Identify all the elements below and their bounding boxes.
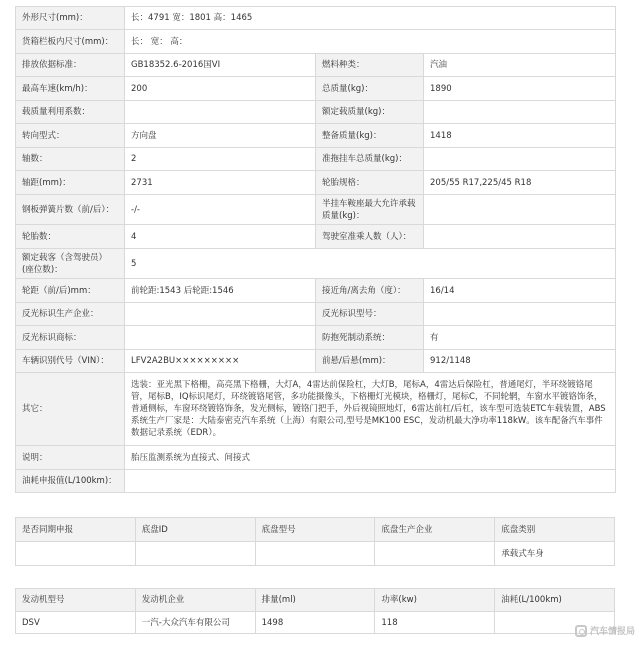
chassis-data-cell <box>16 542 136 566</box>
engine-header-cell: 油耗(L/100km) <box>495 589 615 612</box>
spec-row-track <box>16 279 616 303</box>
load-utilization-label: 载质量利用系数： <box>16 101 125 124</box>
reflector-brand-label: 反光标识商标： <box>16 326 125 350</box>
spec-row-reflector-brand <box>16 326 616 350</box>
spec-row-other <box>16 373 616 446</box>
fuel-consumption-value <box>125 470 616 493</box>
wheelbase-label: 轴距(mm)： <box>16 171 125 195</box>
approach-departure-label: 接近角/离去角（度）： <box>316 279 424 303</box>
spec-row-steering <box>16 124 616 148</box>
chassis-table <box>15 517 615 566</box>
engine-header-cell: 排量(ml) <box>255 589 375 612</box>
max-speed-label: 最高车速(km/h)： <box>16 77 125 101</box>
axles-value: 2 <box>125 148 316 171</box>
passengers-label: 额定载客（含驾驶员）(座位数)： <box>16 249 125 279</box>
spec-row-wheelbase <box>16 171 616 195</box>
fuel-consumption-label: 油耗申报值(L/100km)： <box>16 470 125 493</box>
reflector-model-value <box>424 303 616 326</box>
load-utilization-value <box>125 101 316 124</box>
vin-label: 车辆识别代号（VIN）： <box>16 350 125 373</box>
approach-departure-value: 16/14 <box>424 279 616 303</box>
total-mass-value: 1890 <box>424 77 616 101</box>
watermark <box>575 624 635 637</box>
engine-data-cell: 118 <box>375 612 495 634</box>
engine-data-cell: 一汽-大众汽车有限公司 <box>135 612 255 634</box>
abs-label: 防抱死制动系统： <box>316 326 424 350</box>
wheelbase-value: 2731 <box>125 171 316 195</box>
chassis-data-cell <box>375 542 495 566</box>
spec-row-dimensions <box>16 7 616 30</box>
reflector-model-label: 反光标识型号： <box>316 303 424 326</box>
reflector-brand-value <box>125 326 316 350</box>
track-value: 前轮距:1543 后轮距:1546 <box>125 279 316 303</box>
curb-mass-label: 整备质量(kg)： <box>316 124 424 148</box>
cargo-dimensions-label: 货箱栏板内尺寸(mm)： <box>16 30 125 54</box>
leaf-springs-value: -/- <box>125 195 316 225</box>
spec-row-notes <box>16 446 616 470</box>
chassis-data-cell: 承载式车身 <box>495 542 615 566</box>
spec-row-springs <box>16 195 616 225</box>
engine-header-cell: 功率(kw) <box>375 589 495 612</box>
chassis-header-cell: 是否同期申报 <box>16 518 136 542</box>
track-label: 轮距（前/后)mm： <box>16 279 125 303</box>
tire-spec-value: 205/55 R17,225/45 R18 <box>424 171 616 195</box>
overhang-value: 912/1148 <box>424 350 616 373</box>
other-label: 其它： <box>16 373 125 446</box>
cab-seats-value <box>424 225 616 249</box>
emission-standard-value: GB18352.6-2016国VI <box>125 54 316 77</box>
engine-table <box>15 588 615 634</box>
dimensions-value: 长：4791 宽：1801 高：1465 <box>125 7 616 30</box>
steering-value: 方向盘 <box>125 124 316 148</box>
overhang-label: 前悬/后悬(mm)： <box>316 350 424 373</box>
passengers-value: 5 <box>125 249 616 279</box>
emission-standard-label: 排放依据标准： <box>16 54 125 77</box>
engine-header-cell: 发动机企业 <box>135 589 255 612</box>
spec-row-vin <box>16 350 616 373</box>
reflector-maker-value <box>125 303 316 326</box>
spec-row-speed <box>16 77 616 101</box>
spec-row-passengers <box>16 249 616 279</box>
fuel-type-label: 燃料种类： <box>316 54 424 77</box>
spec-row-reflector-maker <box>16 303 616 326</box>
cargo-dimensions-value: 长： 宽： 高： <box>125 30 616 54</box>
chassis-header-cell: 底盘生产企业 <box>375 518 495 542</box>
dimensions-label: 外形尺寸(mm)： <box>16 7 125 30</box>
saddle-load-value <box>424 195 616 225</box>
reflector-maker-label: 反光标识生产企业： <box>16 303 125 326</box>
chassis-header-cell: 底盘类别 <box>495 518 615 542</box>
rated-load-value <box>424 101 616 124</box>
tire-spec-label: 轮胎规格： <box>316 171 424 195</box>
chassis-header-row <box>16 518 615 542</box>
spec-row-tires <box>16 225 616 249</box>
spec-row-emission <box>16 54 616 77</box>
vin-value: LFV2A2BU××××××××× <box>125 350 316 373</box>
max-speed-value: 200 <box>125 77 316 101</box>
engine-data-cell: DSV <box>16 612 136 634</box>
total-mass-label: 总质量(kg)： <box>316 77 424 101</box>
notes-value: 胎压监测系统为直接式、间接式 <box>125 446 616 470</box>
steering-label: 转向型式： <box>16 124 125 148</box>
tires-value: 4 <box>125 225 316 249</box>
spec-row-load <box>16 101 616 124</box>
engine-data-row <box>16 612 615 634</box>
spec-row-cargo <box>16 30 616 54</box>
watermark-text: 汽车情报局 <box>589 627 635 637</box>
trailer-mass-label: 准拖挂车总质量(kg)： <box>316 148 424 171</box>
saddle-load-label: 半挂车鞍座最大允许承载质量(kg)： <box>316 195 424 225</box>
other-value: 选装：亚光黑下格栅，高亮黑下格栅，大灯A，4雷达前保险杠，大灯B，尾标A，4雷达后保险杠，普通尾灯，半环绕镀铬尾管，尾标B，IQ标识尾灯，环绕镀铬尾管，多功能摄像头，下格栅灯光模块，格栅灯，尾标C，不同轮辋，车窗水平镀铬饰条，普通侧标，车窗环绕镀铬饰条，发光侧标，镀铬门把手，外后视镜照地灯，6雷达前杠/后杠，该车型可选装ETC车载装置，ABS系统生产厂家是：大陆泰密克汽车系统（上海）有限公司,型号是MK100 ESC，发动机最大净功率118kW。该车配备汽车事件数据记录系统（EDR）。 <box>125 373 616 446</box>
spec-row-axles <box>16 148 616 171</box>
curb-mass-value: 1418 <box>424 124 616 148</box>
trailer-mass-value <box>424 148 616 171</box>
leaf-springs-label: 钢板弹簧片数（前/后）： <box>16 195 125 225</box>
watermark-logo-icon <box>575 625 587 637</box>
vehicle-spec-table <box>15 6 616 493</box>
engine-header-row <box>16 589 615 612</box>
notes-label: 说明： <box>16 446 125 470</box>
engine-header-cell: 发动机型号 <box>16 589 136 612</box>
engine-data-cell: 1498 <box>255 612 375 634</box>
fuel-type-value: 汽油 <box>424 54 616 77</box>
chassis-header-cell: 底盘ID <box>135 518 255 542</box>
rated-load-label: 额定载质量(kg)： <box>316 101 424 124</box>
chassis-data-cell <box>255 542 375 566</box>
chassis-header-cell: 底盘型号 <box>255 518 375 542</box>
cab-seats-label: 驾驶室准乘人数（人）： <box>316 225 424 249</box>
tires-label: 轮胎数： <box>16 225 125 249</box>
chassis-data-cell <box>135 542 255 566</box>
axles-label: 轴数： <box>16 148 125 171</box>
chassis-data-row <box>16 542 615 566</box>
spec-row-fuel-consumption <box>16 470 616 493</box>
abs-value: 有 <box>424 326 616 350</box>
